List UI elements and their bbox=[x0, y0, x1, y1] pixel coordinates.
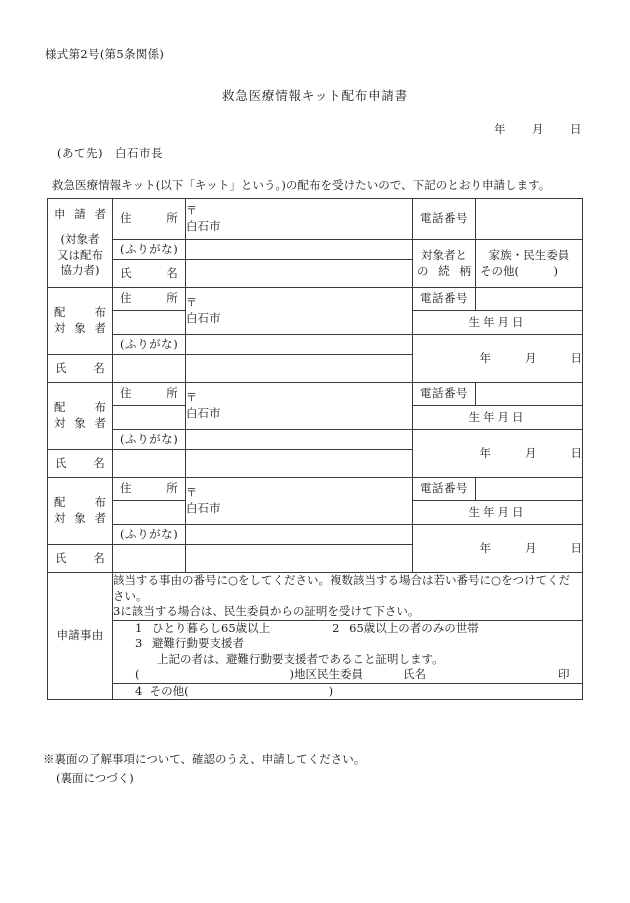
reason-option-row-4 bbox=[113, 683, 582, 699]
intro-paragraph: 救急医療情報キット(以下「キット」という。)の配布を受けたいので、下記のとおり申請します。 bbox=[52, 178, 551, 192]
date-day-label: 日 bbox=[570, 122, 582, 136]
applicant-sublabel-line3: 協力者) bbox=[60, 263, 100, 278]
recipient-3-furigana-label: (ふりがな) bbox=[113, 525, 186, 545]
table-row bbox=[48, 525, 583, 545]
reason-label-cell: 申請事由 bbox=[48, 573, 113, 700]
reason-item-1-number[interactable]: 1 bbox=[135, 620, 143, 635]
table-row bbox=[48, 573, 583, 700]
applicant-address-input[interactable] bbox=[186, 199, 413, 240]
applicant-name-input[interactable] bbox=[186, 260, 413, 288]
applicant-address-label: 住所 bbox=[113, 199, 186, 240]
footer-notes bbox=[43, 750, 365, 788]
postal-mark-icon: 〒 bbox=[186, 485, 197, 499]
dob-month-label: 月 bbox=[525, 350, 537, 365]
reason-item-3-certification bbox=[113, 667, 582, 683]
recipient-2-tel-label: 電話番号 bbox=[413, 383, 476, 406]
recipient-1-city-prefix: 白石市 bbox=[186, 310, 221, 325]
footer-note: ※裏面の了解事項について、確認のうえ、申請してください。 bbox=[43, 752, 366, 766]
recipient-2-furigana-input[interactable] bbox=[186, 430, 413, 450]
applicant-tel-input[interactable] bbox=[476, 199, 583, 240]
reason-item-3-text[interactable]: 避難行動要支援者 bbox=[152, 636, 244, 651]
table-row bbox=[48, 478, 583, 501]
reason-note-line-2: さい。 bbox=[113, 588, 148, 603]
recipient-2-city-prefix: 白石市 bbox=[186, 405, 221, 420]
applicant-tel-label: 電話番号 bbox=[413, 199, 476, 240]
recipient-1-name-input[interactable] bbox=[113, 355, 186, 383]
recipient-2-furigana-label: (ふりがな) bbox=[113, 430, 186, 450]
date-entry-line bbox=[494, 121, 582, 137]
applicant-sublabel-line1: (対象者 bbox=[60, 231, 100, 246]
recipient-2-dob-label: 生年月日 bbox=[413, 406, 583, 430]
page-title: 救急医療情報キット配布申請書 bbox=[222, 88, 408, 103]
reason-content-cell bbox=[113, 573, 583, 700]
applicant-relation-options[interactable] bbox=[476, 240, 583, 288]
minsei-name-label: 氏名 bbox=[403, 667, 426, 682]
recipient-2-address-input[interactable] bbox=[186, 383, 413, 430]
relation-label-line2: の続柄 bbox=[417, 263, 471, 278]
reason-item-2-number[interactable]: 2 bbox=[332, 620, 340, 635]
applicant-label: 申請者 bbox=[54, 207, 106, 222]
recipient-1-address-input[interactable] bbox=[186, 288, 413, 335]
recipient-1-dob-input[interactable] bbox=[413, 335, 583, 383]
reason-other-row bbox=[113, 683, 582, 699]
table-row bbox=[48, 199, 583, 240]
recipient-label-line1: 配布 bbox=[54, 495, 106, 510]
dob-month-label: 月 bbox=[525, 445, 537, 460]
table-row bbox=[48, 383, 583, 406]
recipient-2-tel-input[interactable] bbox=[476, 383, 583, 406]
date-year-label: 年 bbox=[494, 122, 506, 136]
recipient-3-city-prefix: 白石市 bbox=[186, 500, 221, 515]
district-close-label: )地区民生委員 bbox=[289, 667, 363, 682]
addressee-prefix: (あて先) bbox=[57, 146, 103, 160]
applicant-furigana-input[interactable] bbox=[186, 240, 413, 260]
table-row bbox=[48, 240, 583, 260]
reason-note-line-3: 3に該当する場合は、民生委員からの証明を受けて下さい。 bbox=[113, 604, 420, 619]
applicant-relation-label bbox=[413, 240, 476, 288]
district-open-paren: ( bbox=[135, 667, 140, 682]
recipient-3-address-input[interactable] bbox=[186, 478, 413, 525]
recipient-3-dob-label: 生年月日 bbox=[413, 501, 583, 525]
table-row bbox=[48, 335, 583, 355]
reason-item-1-text[interactable]: ひとり暮らし65歳以上 bbox=[152, 620, 271, 635]
recipient-label-line1: 配布 bbox=[54, 400, 106, 415]
dob-year-label: 年 bbox=[479, 350, 491, 365]
recipient-1-dob-label: 生年月日 bbox=[413, 311, 583, 335]
recipient-1-label-cell bbox=[48, 288, 113, 355]
recipient-3-label-cell bbox=[48, 478, 113, 545]
recipient-3-furigana-input[interactable] bbox=[186, 525, 413, 545]
recipient-3-address-spacer bbox=[113, 501, 186, 525]
recipient-1-tel-input[interactable] bbox=[476, 288, 583, 311]
recipient-label-line2: 対象者 bbox=[54, 511, 106, 525]
reason-option-row-1 bbox=[113, 621, 582, 637]
recipient-1-tel-label: 電話番号 bbox=[413, 288, 476, 311]
reason-option-row-3 bbox=[113, 636, 582, 652]
relation-label-line1: 対象者と bbox=[421, 247, 467, 262]
recipient-3-tel-input[interactable] bbox=[476, 478, 583, 501]
dob-day-label: 日 bbox=[570, 350, 582, 365]
table-row bbox=[48, 288, 583, 311]
table-row bbox=[48, 430, 583, 450]
recipient-2-dob-input[interactable] bbox=[413, 430, 583, 478]
relation-option-family-minsei[interactable]: 家族・民生委員 bbox=[488, 247, 570, 262]
reason-instructions bbox=[113, 573, 582, 620]
recipient-2-address-spacer bbox=[113, 406, 186, 430]
recipient-label-line2: 対象者 bbox=[54, 416, 106, 430]
reason-note-row bbox=[113, 573, 582, 620]
postal-mark-icon: 〒 bbox=[186, 203, 197, 217]
dob-year-label: 年 bbox=[479, 540, 491, 555]
addressee bbox=[57, 145, 163, 161]
reason-item-4-number[interactable]: 4 bbox=[135, 683, 143, 698]
recipient-1-furigana-label: (ふりがな) bbox=[113, 335, 186, 355]
dob-year-label: 年 bbox=[479, 445, 491, 460]
recipient-2-address-label: 住所 bbox=[113, 383, 186, 406]
recipient-3-dob-input[interactable] bbox=[413, 525, 583, 573]
form-number: 様式第2号(第5条関係) bbox=[45, 47, 165, 61]
recipient-3-tel-label: 電話番号 bbox=[413, 478, 476, 501]
seal-label: 印 bbox=[558, 667, 570, 682]
recipient-1-address-spacer bbox=[113, 311, 186, 335]
recipient-3-address-label: 住所 bbox=[113, 478, 186, 501]
dob-month-label: 月 bbox=[525, 540, 537, 555]
applicant-sublabel-line2: 又は配布 bbox=[57, 247, 103, 262]
dob-day-label: 日 bbox=[570, 445, 582, 460]
recipient-1-address-label: 住所 bbox=[113, 288, 186, 311]
application-table bbox=[47, 198, 583, 700]
reason-items-row bbox=[113, 620, 582, 683]
recipient-1-furigana-input[interactable] bbox=[186, 335, 413, 355]
reason-item-4-close: ) bbox=[328, 683, 334, 698]
applicant-furigana-label: (ふりがな) bbox=[113, 240, 186, 260]
recipient-label-line1: 配布 bbox=[54, 305, 106, 320]
recipient-3-name-input[interactable] bbox=[113, 545, 186, 573]
dob-day-label: 日 bbox=[570, 540, 582, 555]
reason-item-3-statement: 上記の者は、避難行動要支援者であること証明します。 bbox=[157, 651, 444, 666]
footer-continued: (裏面につづく) bbox=[56, 770, 134, 785]
recipient-label-line2: 対象者 bbox=[54, 321, 106, 335]
recipient-3-name-label: 氏名 bbox=[48, 545, 113, 573]
date-month-label: 月 bbox=[532, 122, 544, 136]
reason-inner-table bbox=[113, 573, 582, 699]
reason-item-4-text[interactable]: その他( bbox=[149, 683, 189, 698]
applicant-name-label: 氏名 bbox=[113, 260, 186, 288]
postal-mark-icon: 〒 bbox=[186, 295, 197, 309]
addressee-name: 白石市長 bbox=[114, 146, 163, 160]
applicant-city-prefix: 白石市 bbox=[186, 218, 221, 233]
relation-option-other[interactable]: その他( ) bbox=[480, 263, 558, 278]
recipient-2-label-cell bbox=[48, 383, 113, 450]
recipient-2-name-input[interactable] bbox=[113, 450, 186, 478]
postal-mark-icon: 〒 bbox=[186, 390, 197, 404]
recipient-1-name-label: 氏名 bbox=[48, 355, 113, 383]
reason-item-3-number[interactable]: 3 bbox=[135, 636, 143, 651]
recipient-2-name-label: 氏名 bbox=[48, 450, 113, 478]
reason-note-line-1: 該当する事由の番号に○をしてください。複数該当する場合は若い番号に○をつけてくだ bbox=[113, 573, 571, 587]
applicant-label-cell bbox=[48, 199, 113, 288]
reason-options bbox=[113, 620, 582, 683]
reason-item-2-text[interactable]: 65歳以上の者のみの世帯 bbox=[349, 620, 479, 635]
